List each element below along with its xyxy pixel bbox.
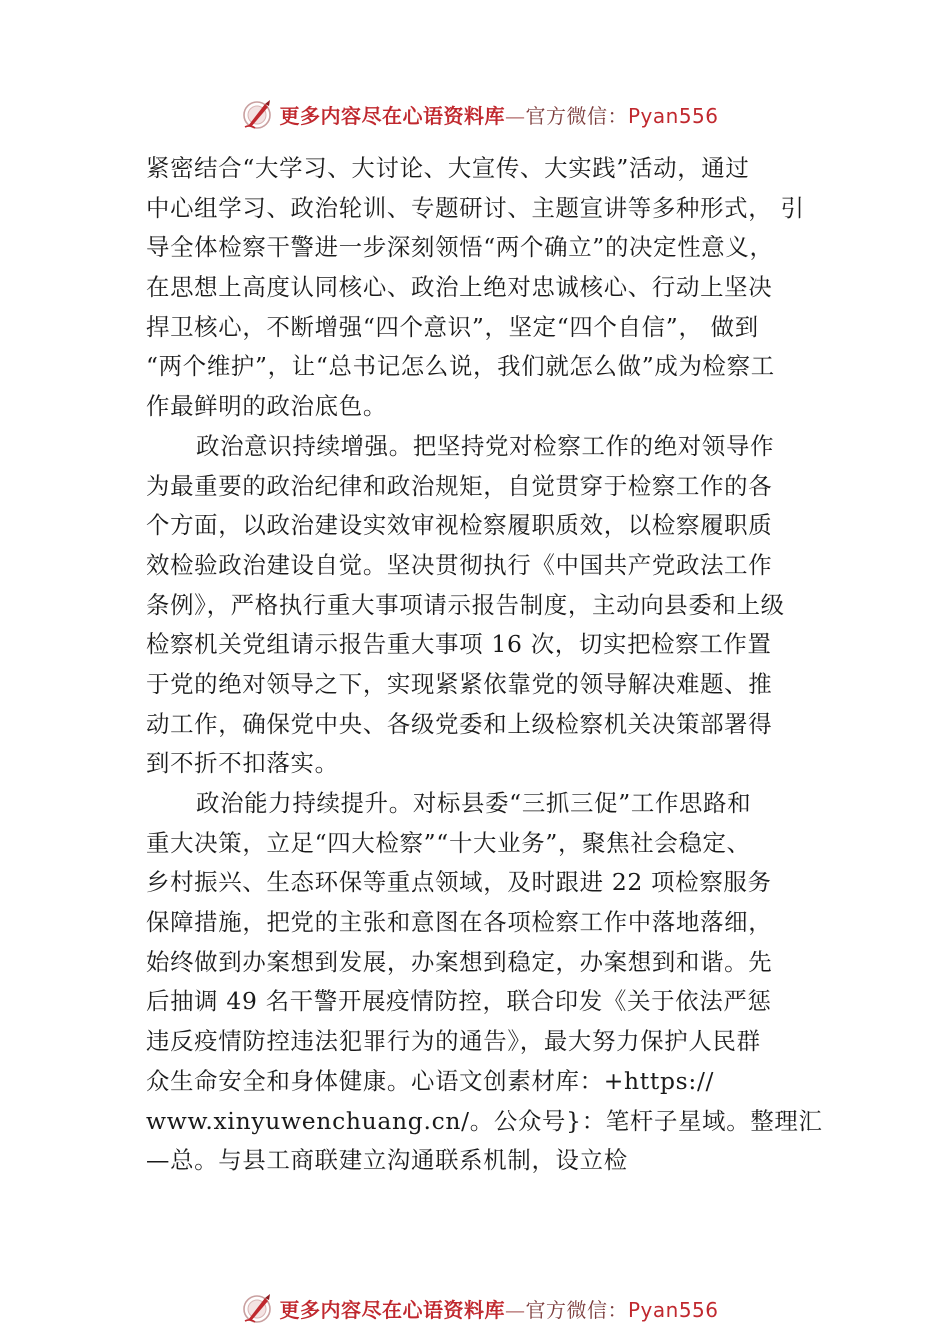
text-line: 在思想上高度认同核心、政治上绝对忠诚核心、行动上坚决 xyxy=(146,273,773,302)
text-line: 到不折不扣落实。 xyxy=(146,749,339,778)
text-line: 后抽调 49 名干警开展疫情防控，联合印发《关于依法严惩 xyxy=(146,987,772,1016)
text-line: 个方面，以政治建设实效审视检察履职质效，以检察履职质 xyxy=(146,511,773,540)
footer-watermark xyxy=(0,1288,950,1328)
watermark-brand: 更多内容尽在心语资料库 xyxy=(279,103,505,128)
text-line: 中心组学习、政治轮训、专题研讨、主题宣讲等多种形式， 引 xyxy=(146,193,805,222)
paragraph-heading-line: 政治意识持续增强。把坚持党对检察工作的绝对领导作 xyxy=(196,431,775,460)
quill-pen-seal-icon xyxy=(239,96,275,132)
footer-watermark-inner xyxy=(239,1290,718,1326)
header-watermark-text xyxy=(279,100,718,129)
text-line: 效检验政治建设自觉。坚决贯彻执行《中国共产党政法工作 xyxy=(146,550,773,579)
text-line: www.xinyuwenchuang.cn/。公众号}：笔杆子星域。整理汇 xyxy=(146,1106,823,1135)
text-line: 检察机关党组请示报告重大事项 16 次，切实把检察工作置 xyxy=(146,630,772,659)
text-line: 违反疫情防控违法犯罪行为的通告》，最大努力保护人民群 xyxy=(146,1027,761,1056)
quill-pen-seal-icon xyxy=(239,1290,275,1326)
text-line: —总。与县工商联建立沟通联系机制，设立检 xyxy=(146,1146,628,1175)
watermark-wechat-id: Pyan556 xyxy=(627,103,719,128)
header-watermark-inner xyxy=(239,96,718,132)
text-line: 于党的绝对领导之下，实现紧紧依靠党的领导解决难题、推 xyxy=(146,669,773,698)
watermark-label: 官方微信： xyxy=(525,1297,628,1322)
watermark-wechat-id: Pyan556 xyxy=(627,1297,719,1322)
text-line: 众生命安全和身体健康。心语文创素材库：+https:// xyxy=(146,1066,715,1095)
text-line: 动工作，确保党中央、各级党委和上级检察机关决策部署得 xyxy=(146,709,773,738)
paragraph-heading-line: 政治能力持续提升。对标县委“三抓三促”工作思路和 xyxy=(196,789,752,817)
text-line: 保障措施，把党的主张和意图在各项检察工作中落地落细， xyxy=(146,908,773,937)
document-body xyxy=(146,149,826,1181)
text-line: 导全体检察干警进一步深刻领悟“两个确立”的决定性意义， xyxy=(146,233,774,262)
text-line: 条例》，严格执行重大事项请示报告制度，主动向县委和上级 xyxy=(146,590,785,619)
text-line: 为最重要的政治纪律和政治规矩，自觉贯穿于检察工作的各 xyxy=(146,471,773,500)
watermark-separator: — xyxy=(504,103,526,128)
text-line: 重大决策，立足“四大检察”“十大业务”，聚焦社会稳定、 xyxy=(146,828,751,857)
header-watermark xyxy=(0,94,950,134)
watermark-separator: — xyxy=(504,1297,526,1322)
footer-watermark-text xyxy=(279,1294,718,1323)
watermark-brand: 更多内容尽在心语资料库 xyxy=(279,1297,505,1322)
text-line: “两个维护”，让“总书记怎么说，我们就怎么做”成为检察工 xyxy=(146,352,775,381)
text-line: 紧密结合“大学习、大讨论、大宣传、大实践”活动，通过 xyxy=(146,154,750,182)
watermark-label: 官方微信： xyxy=(525,103,628,128)
text-line: 始终做到办案想到发展，办案想到稳定，办案想到和谐。先 xyxy=(146,947,773,976)
text-line: 作最鲜明的政治底色。 xyxy=(146,392,387,421)
text-line: 乡村振兴、生态环保等重点领域，及时跟进 22 项检察服务 xyxy=(146,868,772,897)
text-line: 捍卫核心，不断增强“四个意识”，坚定“四个自信”， 做到 xyxy=(146,312,759,341)
